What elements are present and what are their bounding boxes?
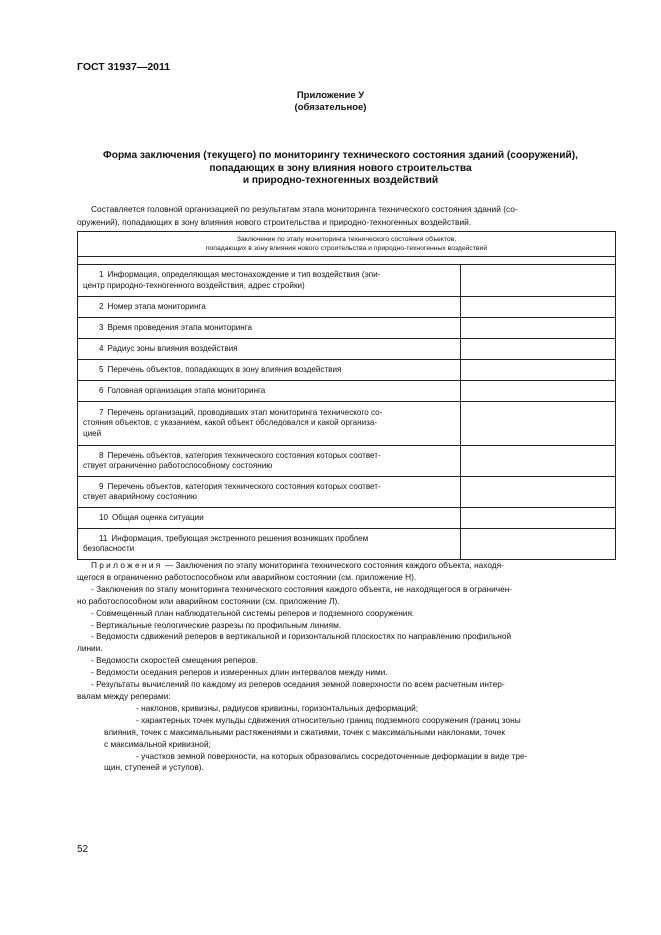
row-value-cell[interactable] — [461, 339, 616, 360]
row-label-cell — [78, 529, 461, 560]
row-label-line: ствует ограниченно работоспособному состоянию — [83, 461, 273, 470]
note-paragraph — [77, 560, 615, 572]
row-label-cell — [78, 265, 461, 297]
row-value-cell[interactable] — [461, 265, 616, 297]
row-value-cell[interactable] — [461, 360, 616, 381]
note-text: — Заключения по этапу мониторинга технического состояния каждого объекта, находя- — [162, 560, 504, 570]
row-label-line: цией — [83, 428, 102, 438]
appendix-heading: Приложение У — [296, 90, 365, 101]
row-text: Головная организация этапа мониторинга — [107, 385, 266, 395]
table-row — [78, 508, 616, 529]
row-label-line — [83, 408, 457, 418]
note-subitem: с максимальной кривизной; — [104, 738, 211, 749]
row-label-line — [83, 482, 457, 492]
row-value-cell[interactable] — [461, 402, 616, 446]
row-label-line — [83, 270, 457, 280]
title-line: Форма заключения (текущего) по мониторингу технического состояния зданий (сооружений), — [103, 150, 578, 161]
row-text: Информация, определяющая местонахождение и тип воздействия (эпи- — [107, 270, 381, 280]
table-row — [78, 339, 616, 360]
appendices-notes — [77, 560, 615, 774]
table-row — [78, 265, 616, 297]
row-value-cell[interactable] — [461, 477, 616, 508]
table-header-cell — [78, 232, 616, 257]
row-label-line — [83, 323, 457, 333]
table-row — [78, 402, 616, 446]
row-label-line — [83, 513, 457, 523]
row-text: Перечень объектов, категория технического состояния которых соответ- — [107, 481, 381, 491]
row-number: 2 — [99, 301, 104, 311]
row-label-line — [83, 386, 457, 396]
note-subitem: - участков земной поверхности, на которых образовались сосредоточенные деформации в виде тре- — [136, 750, 528, 761]
note-text: - Совмещенный план наблюдательной системы реперов и подземного сооружения. — [91, 607, 415, 618]
intro-paragraph — [77, 203, 605, 228]
row-label-cell — [78, 508, 461, 529]
table-row — [78, 318, 616, 339]
row-number: 6 — [99, 385, 104, 395]
row-label-line — [83, 365, 457, 375]
row-text: Общая оценка ситуации — [112, 512, 204, 522]
row-label-line — [83, 344, 457, 354]
table-row — [78, 477, 616, 508]
row-label-cell — [78, 477, 461, 508]
table-header-row — [78, 232, 616, 257]
row-value-cell[interactable] — [461, 446, 616, 477]
title-line: попадающих в зону влияния нового строительства — [209, 162, 472, 174]
row-label-cell — [78, 446, 461, 477]
row-value-cell[interactable] — [461, 381, 616, 402]
row-label-line: стояния объектов, с указанием, какой объект обследовался и какой организа- — [83, 418, 378, 428]
row-text: Радиус зоны влияния воздействия — [107, 343, 238, 353]
row-value-cell[interactable] — [461, 529, 616, 560]
row-number: 10 — [99, 512, 109, 522]
note-text: валам между реперами: — [77, 690, 171, 701]
table-header-line: Заключение по этапу мониторинга технического состояния объектов, — [236, 236, 457, 243]
row-label-cell — [78, 381, 461, 402]
row-text: Время проведения этапа мониторинга — [107, 322, 253, 332]
note-text: - Ведомости сдвижений реперов в вертикальной и горизонтальной плоскостях по направлению профильной — [91, 631, 512, 642]
table-spacer-cell — [78, 257, 616, 265]
note-text: линии. — [77, 643, 103, 654]
row-label-cell — [78, 402, 461, 446]
row-number: 7 — [99, 407, 104, 417]
note-text: - Вертикальные геологические разрезы по профильным линиям. — [91, 619, 342, 630]
page-number: 52 — [77, 844, 89, 855]
note-text: - Заключения по этапу мониторинга технического состояния каждого объекта, не находящегося в ограничен- — [91, 583, 513, 594]
note-subitem: влияния, точек с максимальными растяжениями и сжатиями, точек с максимальными наклонами, точек — [104, 726, 505, 737]
row-number: 11 — [99, 533, 108, 543]
row-text: Перечень объектов, категория технического состояния которых соответ- — [107, 450, 381, 460]
row-number: 1 — [99, 270, 104, 280]
table-row — [78, 297, 616, 318]
table-row — [78, 529, 616, 560]
appendix-status: (обязательное) — [294, 102, 367, 113]
title-line: и природно-техногенных воздействий — [242, 175, 439, 186]
note-subitem: - наклонов, кривизны, радиусов кривизны, горизонтальных деформаций; — [136, 702, 419, 713]
row-number: 8 — [99, 450, 104, 460]
conclusion-form-table — [77, 231, 616, 560]
row-label-cell — [78, 339, 461, 360]
row-number: 3 — [99, 322, 104, 332]
note-text: но работоспособном или аварийном состоянии (см. приложение Л). — [77, 595, 340, 606]
note-text: - Ведомости оседания реперов и измеренных длин интервалов между ними. — [91, 667, 388, 678]
row-label-line: центр природно-техногенного воздействия, адрес стройки) — [83, 280, 305, 290]
intro-line: Составляется головной организацией по результатам этапа мониторинга технического состояния зданий (со- — [91, 204, 518, 214]
row-label-line: безопасности — [83, 544, 135, 553]
note-subitem: - характерных точек мульды сдвижения относительно границ подземного сооружения (границ зоны — [136, 714, 521, 725]
row-number: 9 — [99, 481, 104, 491]
intro-line: оружений), попадающих в зону влияния нового строительства и природно-техногенных воздействий. — [77, 216, 472, 227]
row-label-cell — [78, 360, 461, 381]
note-text: - Результаты вычислений по каждому из реперов оседания земной поверхности по всем расчетным интер- — [91, 679, 505, 690]
row-value-cell[interactable] — [461, 297, 616, 318]
row-value-cell[interactable] — [461, 318, 616, 339]
row-label-cell — [78, 318, 461, 339]
row-text: Информация, требующая экстренного решения возникших проблем — [111, 533, 369, 543]
row-number: 5 — [99, 364, 104, 374]
row-label-line — [83, 534, 457, 544]
row-number: 4 — [99, 343, 104, 353]
page-title — [60, 150, 621, 188]
table-spacer-row — [78, 257, 616, 265]
row-value-cell[interactable] — [461, 508, 616, 529]
note-text: - Ведомости скоростей смещения реперов. — [91, 655, 258, 666]
row-label-line — [83, 451, 457, 461]
table-row — [78, 381, 616, 402]
row-text: Номер этапа мониторинга — [107, 301, 206, 311]
notes-label: Приложения — [91, 560, 163, 570]
document-header: ГОСТ 31937—2011 — [77, 61, 171, 73]
table-header-line: попадающих в зону влияния нового строительства и природно-техногенных воздействий — [205, 245, 488, 252]
note-text: щегося в ограниченно работоспособном или аварийном состоянии (см. приложение Н). — [77, 571, 417, 582]
note-subitem: щин, ступеней и уступов). — [104, 762, 204, 773]
row-label-cell — [78, 297, 461, 318]
row-text: Перечень организаций, проводивших этап мониторинга технического со- — [107, 407, 383, 417]
row-label-line — [83, 302, 457, 312]
table-row — [78, 360, 616, 381]
row-text: Перечень объектов, попадающих в зону влияния воздействия — [107, 364, 342, 374]
row-label-line: ствует аварийному состоянию — [83, 492, 197, 501]
table-row — [78, 446, 616, 477]
